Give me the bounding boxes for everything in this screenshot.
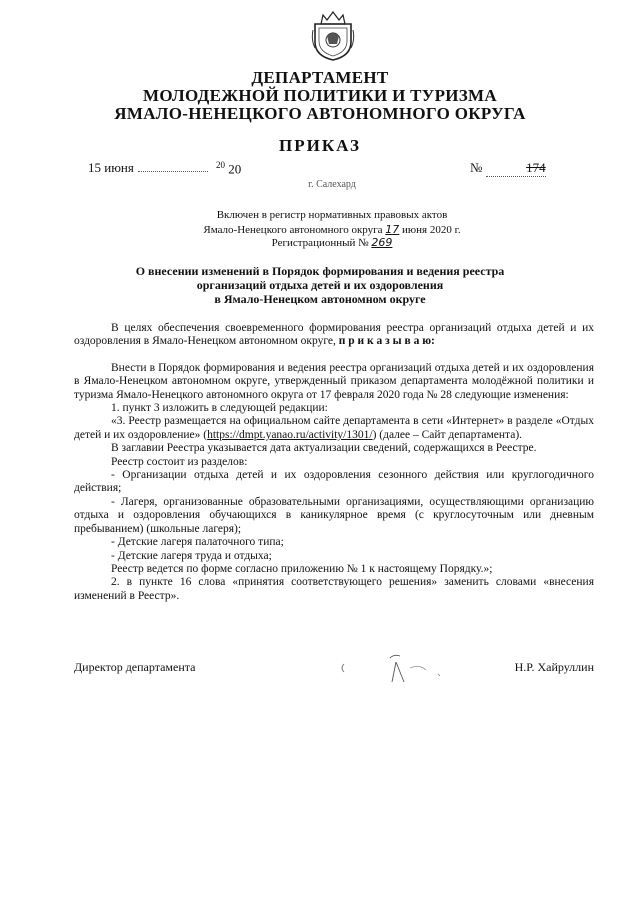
list-item-section-1: - Организации отдыха детей и их оздоровления сезонного действия или круглогодичного действия; — [74, 469, 594, 495]
site-link[interactable]: https://dmpt.yanao.ru/activity/1301/ — [207, 428, 373, 441]
department-title-line-1: ДЕПАРТАМЕНТ — [251, 68, 389, 87]
order-number — [470, 160, 546, 177]
subject-line-3: в Ямало-Ненецком автономном округе — [214, 292, 426, 306]
signer-name: Н.Р. Хайруллин — [514, 660, 594, 674]
signer-position: Директор департамента — [74, 660, 196, 674]
order-subject — [0, 264, 640, 306]
subject-line-1: О внесении изменений в Порядок формирования и ведения реестра — [135, 264, 505, 278]
paragraph-item-2: 2. в пункте 16 слова «принятия соответствующего решения» заменить словами «внесения изменений в Реестр». — [74, 576, 594, 602]
department-title-line-3: ЯМАЛО-НЕНЕЦКОГО АВТОНОМНОГО ОКРУГА — [114, 104, 526, 123]
registry-line-2-text: Ямало-Ненецкого автономного округа — [203, 224, 383, 236]
order-year-prefix: 20 — [216, 160, 225, 170]
paragraph-main: Внести в Порядок формирования и ведения реестра организаций отдыха детей и их оздоровления в Ямало-Ненецком автономном округе, утвержденный приказом департамента молодёжной политики и туризма Ямало-Ненецкого автономного округа от 17 февраля 2020 года № 28 следующие изменения: — [74, 361, 594, 401]
registry-line-3 — [0, 236, 640, 250]
paragraph-item-1: 1. пункт 3 изложить в следующей редакции: — [111, 402, 328, 415]
list-item-section-2: - Лагеря, организованные образовательными организациями, осуществляющими организацию отдыха и оздоровления обучающихся в каникулярное время (с круглосуточным или дневным пребыванием) (школьные лагеря); — [74, 495, 594, 535]
paragraph-preamble — [74, 322, 594, 349]
paragraph-registry-title: В заглавии Реестра указывается дата актуализации сведений, содержащихся в Реестре. — [111, 442, 537, 455]
order-date-day-month: 15 июня — [88, 160, 134, 175]
department-title-line-2: МОЛОДЕЖНОЙ ПОЛИТИКИ И ТУРИЗМА — [143, 86, 497, 105]
handwritten-signature-icon — [330, 648, 450, 688]
item-3-text-end: ) (далее – Сайт департамента). — [372, 428, 523, 441]
order-city: г. Салехард — [308, 179, 356, 190]
order-title: ПРИКАЗ — [279, 136, 361, 155]
coat-of-arms-icon — [311, 10, 355, 62]
item-3-text-start: «3. Реестр размещается на официальном сайте департамента в сети «Интернет» в разделе «Отдых детей и их оздоровление» ( — [74, 415, 594, 441]
dotted-filler — [138, 161, 208, 172]
registry-number-label: Регистрационный № — [271, 237, 369, 249]
registry-line-1: Включен в регистр нормативных правовых актов — [216, 209, 448, 221]
order-number-value: 174 — [486, 160, 546, 177]
preamble-text: В целях обеспечения своевременного формирования реестра организаций отдыха детей и их оздоровления в Ямало-Ненецком автономном округе, — [74, 322, 594, 348]
registry-line-2-date: июня 2020 г. — [402, 224, 461, 236]
paragraph-item-3-text — [74, 415, 594, 442]
registry-line-2 — [0, 223, 640, 237]
preamble-order-word: п р и к а з ы в а ю: — [338, 335, 435, 348]
paragraph-registry-sections: Реестр состоит из разделов: — [111, 455, 248, 468]
order-year-suffix: 20 — [228, 161, 242, 177]
list-item-section-4: - Детские лагеря труда и отдыха; — [111, 549, 272, 562]
registry-number: 269 — [371, 236, 393, 249]
order-year — [216, 160, 241, 177]
order-date — [88, 160, 212, 176]
paragraph-registry-form: Реестр ведется по форме согласно приложению № 1 к настоящему Порядку.»; — [111, 562, 493, 575]
subject-line-2: организаций отдыха детей и их оздоровления — [196, 278, 444, 292]
list-item-section-3: - Детские лагеря палаточного типа; — [111, 536, 284, 549]
order-body — [74, 322, 594, 603]
order-number-label: № — [470, 160, 483, 175]
registry-day: 17 — [385, 223, 400, 236]
